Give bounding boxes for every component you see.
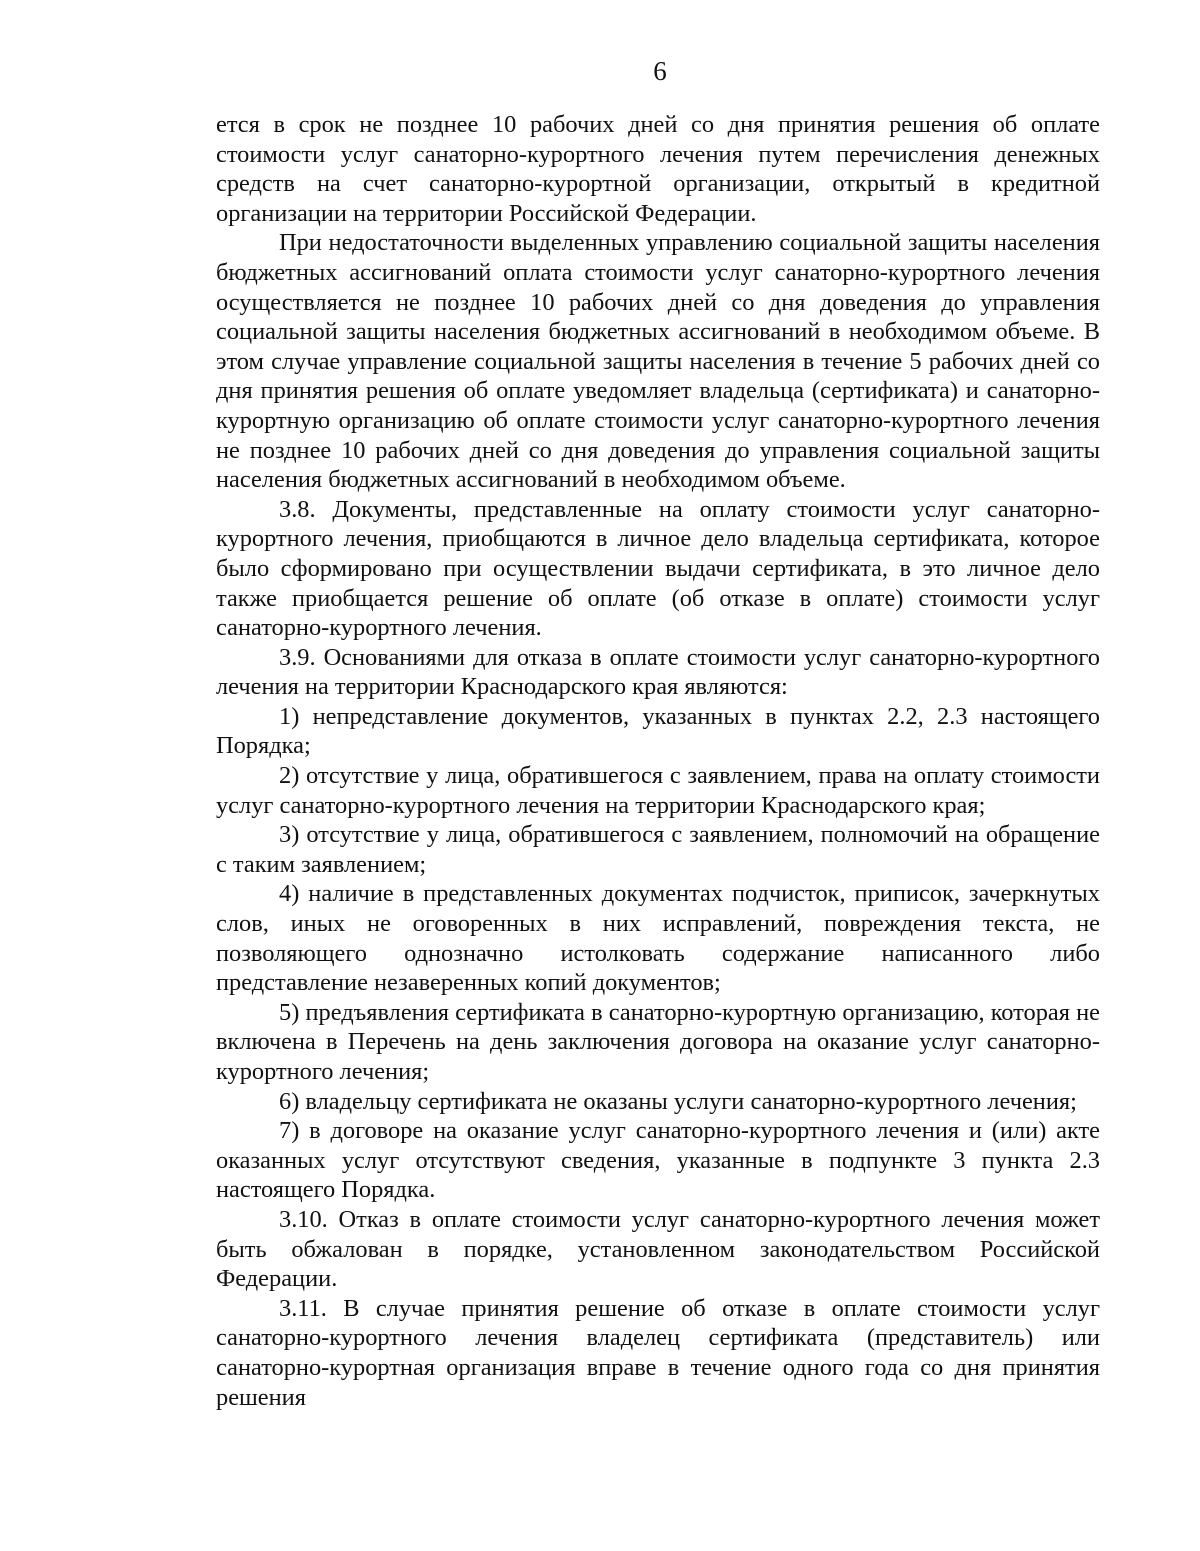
paragraph-3-11: 3.11. В случае принятия решение об отказе в оплате стоимости услуг санаторно-курортного лечения владелец сертификата (представитель) или санаторно-курортная организация вправе в течение одного года со дня принятия решения <box>216 1294 1100 1411</box>
paragraph-3-8: 3.8. Документы, представленные на оплату стоимости услуг санаторно-курортного лечения, приобщаются в личное дело владельца сертификата, которое было сформировано при осуществлении выдачи сертификата, в это личное дело также приобщается решение об оплате (об отказе в оплате) стоимости услуг санаторно-курортного лечения. <box>216 495 1100 642</box>
list-item-2: 2) отсутствие у лица, обратившегося с заявлением, права на оплату стоимости услуг санаторно-курортного лечения на территории Краснодарского края; <box>216 762 1100 819</box>
list-item-5: 5) предъявления сертификата в санаторно-курортную организацию, которая не включена в Перечень на день заключения договора на оказание услуг санаторно-курортного лечения; <box>216 998 1100 1085</box>
list-item-6: 6) владельцу сертификата не оказаны услуги санаторно-курортного лечения; <box>279 1087 1077 1115</box>
list-item-4: 4) наличие в представленных документах подчисток, приписок, зачеркнутых слов, иных не оговоренных в них исправлений, повреждения текста, не позволяющего однозначно истолковать содержание написанного либо представление незаверенных копий документов; <box>216 880 1100 997</box>
document-body <box>216 110 1100 1412</box>
paragraph-continuation: ется в срок не позднее 10 рабочих дней со дня принятия решения об оплате стоимости услуг санаторно-курортного лечения путем перечисления денежных средств на счет санаторно-курортной организации, открытый в кредитной организации на территории Российской Федерации. <box>216 111 1100 227</box>
list-item-7: 7) в договоре на оказание услуг санаторно-курортного лечения и (или) акте оказанных услуг отсутствуют сведения, указанные в подпункте 3 пункта 2.3 настоящего Порядка. <box>216 1117 1100 1204</box>
page-number: 6 <box>653 56 667 86</box>
list-item-1: 1) непредставление документов, указанных в пунктах 2.2, 2.3 настоящего Порядка; <box>216 702 1100 760</box>
list-item-3: 3) отсутствие у лица, обратившегося с заявлением, полномочий на обращение с таким заявлением; <box>216 821 1100 878</box>
paragraph-3-10: 3.10. Отказ в оплате стоимости услуг санаторно-курортного лечения может быть обжалован в порядке, установленном законодательством Российской Федерации. <box>216 1205 1100 1293</box>
paragraph-insufficient-funding: При недостаточности выделенных управлению социальной защиты населения бюджетных ассигнований оплата стоимости услуг санаторно-курортного лечения осуществляется не позднее 10 рабочих дней со дня доведения до управления социальной защиты населения бюджетных ассигнований в необходимом объеме. В этом случае управление социальной защиты населения в течение 5 рабочих дней со дня принятия решения об оплате уведомляет владельца (сертификата) и санаторно-курортную организацию об оплате стоимости услуг санаторно-курортного лечения не позднее 10 рабочих дней со дня доведения до управления социальной защиты населения бюджетных ассигнований в необходимом объеме. <box>216 229 1100 494</box>
paragraph-3-9: 3.9. Основаниями для отказа в оплате стоимости услуг санаторно-курортного лечения на территории Краснодарского края являются: <box>216 643 1100 701</box>
